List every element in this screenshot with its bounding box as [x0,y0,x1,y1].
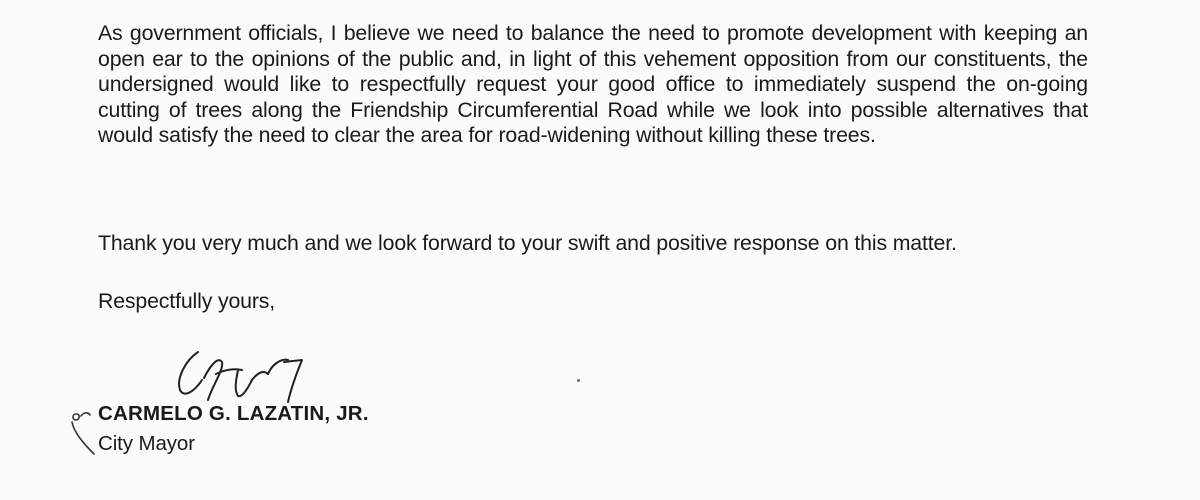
handwritten-initials-mark [68,398,98,460]
scan-speck [577,379,580,382]
signatory-name: CARMELO G. LAZATIN, JR. [98,402,369,425]
signatory-title: City Mayor [98,432,195,455]
letter-closing-paragraph: Thank you very much and we look forward to your swift and positive response on this matter. [98,231,957,255]
valediction: Respectfully yours, [98,289,276,313]
letter-body-paragraph: As government officials, I believe we need to balance the need to promote development with keeping an open ear to the opinions of the public and, in light of this vehement opposition from our constituents, the undersigned would like to respectfully request your good office to immediately suspend the on-going cutting of trees along the Friendship Circumferential Road while we look into possible alternatives that would satisfy the need to clear the area for road-widening without killing these trees. [98,21,1088,148]
handwritten-signature [172,340,322,406]
